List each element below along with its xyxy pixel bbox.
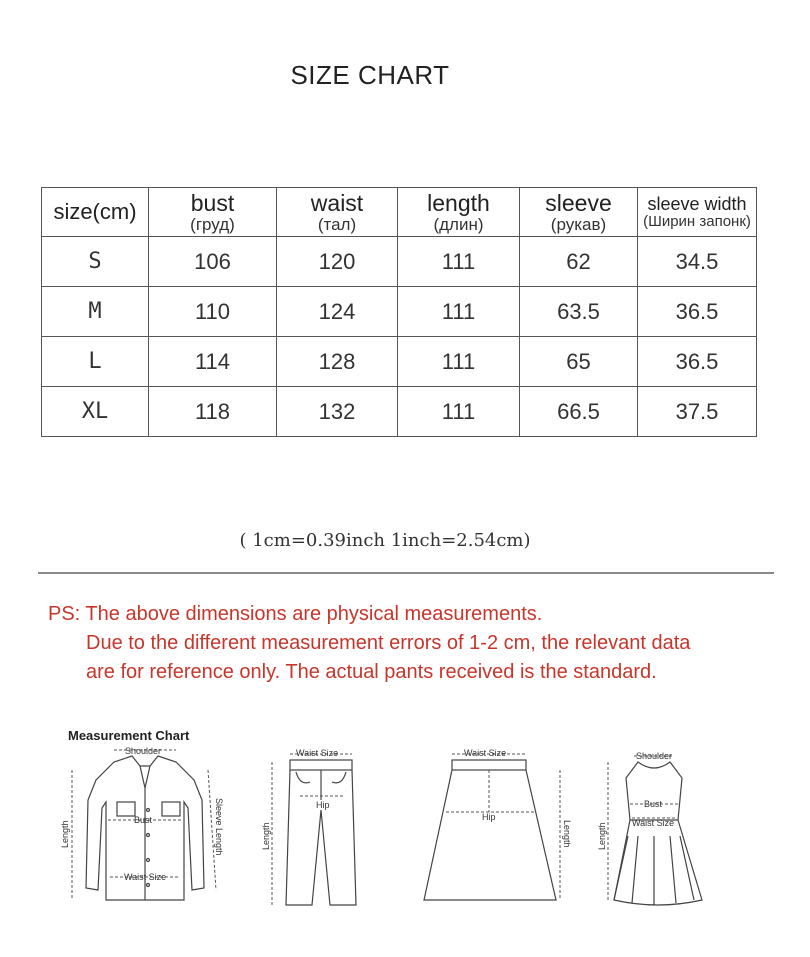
dress-diagram (598, 740, 718, 915)
dress-length-label: Length (597, 822, 607, 850)
cell-bust: 118 (149, 387, 277, 437)
cell-waist: 124 (277, 287, 398, 337)
size-table (41, 187, 757, 437)
cell-size: XL (42, 387, 149, 437)
dress-waist-size-label: Waist Size (632, 818, 675, 828)
cell-bust: 106 (149, 237, 277, 287)
cell-sleeve: 63.5 (520, 287, 638, 337)
skirt-waist-size-label: Waist Size (464, 748, 507, 758)
cell-sleeve: 62 (520, 237, 638, 287)
shirt-shoulder-label: Shoulder (125, 746, 162, 756)
pants-waist-size-label: Waist Size (296, 748, 339, 758)
pants-diagram (260, 740, 375, 915)
cell-length: 111 (398, 237, 520, 287)
cell-waist: 132 (277, 387, 398, 437)
table-row (42, 237, 757, 287)
header-sleeve-width: sleeve width (Ширин запонк) (638, 188, 757, 237)
cell-sleeve-width: 36.5 (638, 337, 757, 387)
shirt-waist-size-label: Waist Size (124, 872, 167, 882)
header-sleeve: sleeve (рукав) (520, 188, 638, 237)
cell-length: 111 (398, 287, 520, 337)
cell-waist: 120 (277, 237, 398, 287)
cell-bust: 114 (149, 337, 277, 387)
dress-shoulder-label: Shoulder (636, 751, 673, 761)
table-header-row (42, 188, 757, 237)
cell-sleeve-width: 37.5 (638, 387, 757, 437)
cell-sleeve-width: 34.5 (638, 237, 757, 287)
cell-size: S (42, 237, 149, 287)
table-row (42, 287, 757, 337)
cell-size: M (42, 287, 149, 337)
shirt-length-label: Length (60, 820, 70, 848)
measurement-chart-title: Measurement Chart (68, 728, 190, 743)
cell-sleeve-width: 36.5 (638, 287, 757, 337)
cell-sleeve: 65 (520, 337, 638, 387)
table-row (42, 337, 757, 387)
header-waist: waist (тал) (277, 188, 398, 237)
skirt-length-label: Length (562, 820, 572, 848)
page-title: SIZE CHART (290, 60, 450, 90)
ps-line-2: Due to the different measurement errors of 1-2 cm, the relevant data (86, 632, 691, 654)
skirt-hip-label: Hip (482, 812, 496, 822)
ps-note (48, 600, 788, 687)
cell-waist: 128 (277, 337, 398, 387)
cell-sleeve: 66.5 (520, 387, 638, 437)
divider (38, 572, 774, 574)
ps-line-1: PS: The above dimensions are physical measurements. (48, 603, 543, 625)
ps-line-3: are for reference only. The actual pants received is the standard. (86, 661, 657, 683)
pants-length-label: Length (261, 822, 271, 850)
table-row (42, 387, 757, 437)
skirt-diagram (410, 740, 580, 915)
header-size: size(cm) (42, 188, 149, 237)
cell-length: 111 (398, 337, 520, 387)
shirt-diagram (62, 740, 247, 915)
cell-size: L (42, 337, 149, 387)
pants-hip-label: Hip (316, 800, 330, 810)
cell-bust: 110 (149, 287, 277, 337)
cell-length: 111 (398, 387, 520, 437)
shirt-bust-label: Bust (134, 815, 153, 825)
header-bust: bust (груд) (149, 188, 277, 237)
header-length: length (длин) (398, 188, 520, 237)
unit-conversion-note: ( 1cm=0.39inch 1inch=2.54cm) (239, 530, 531, 551)
dress-bust-label: Bust (644, 799, 663, 809)
shirt-sleeve-length-label: Sleeve Length (214, 798, 224, 856)
